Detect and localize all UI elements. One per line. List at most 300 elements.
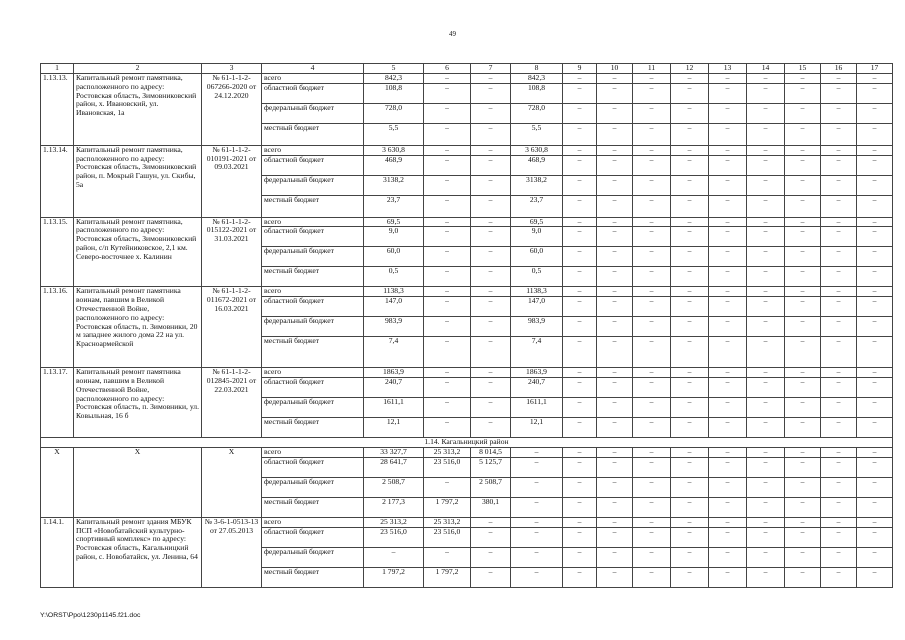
empty-cell: –: [633, 377, 671, 397]
amount-cell: 12,1: [364, 417, 424, 437]
empty-cell: –: [709, 547, 747, 567]
empty-cell: –: [747, 477, 785, 497]
empty-cell: –: [709, 397, 747, 417]
empty-cell: –: [633, 247, 671, 267]
amount-cell: –: [511, 477, 563, 497]
header-cell: 7: [471, 64, 511, 74]
empty-cell: –: [597, 217, 633, 227]
empty-cell: –: [785, 397, 821, 417]
budget-type: областной бюджет: [262, 227, 364, 247]
empty-cell: –: [633, 103, 671, 123]
amount-cell: –: [471, 123, 511, 145]
footer-file-path: Y:\ORST\Ppo\1230p1145.f21.doc: [40, 612, 141, 619]
empty-cell: –: [747, 297, 785, 317]
amount-cell: –: [471, 517, 511, 527]
amount-cell: 1611,1: [364, 397, 424, 417]
header-cell: 2: [74, 64, 202, 74]
header-cell: 6: [424, 64, 471, 74]
empty-cell: –: [671, 517, 709, 527]
empty-cell: –: [747, 517, 785, 527]
empty-cell: –: [671, 74, 709, 84]
empty-cell: –: [821, 217, 857, 227]
empty-cell: –: [709, 497, 747, 517]
amount-cell: 5 125,7: [471, 457, 511, 477]
budget-type: федеральный бюджет: [262, 547, 364, 567]
amount-cell: 2 177,3: [364, 497, 424, 517]
document-ref: № 61-1-1-2-010191-2021 от 09.03.2021: [202, 145, 262, 217]
empty-cell: –: [709, 83, 747, 103]
empty-cell: –: [821, 247, 857, 267]
header-cell: 4: [262, 64, 364, 74]
object-name: Капитальный ремонт памятника, расположенного по адресу: Ростовская область, Зимовниковский район, х. Ивановский, ул. Ивановская, 1а: [74, 74, 202, 146]
empty-cell: –: [597, 297, 633, 317]
empty-cell: –: [563, 145, 597, 155]
document-ref: № 3-6-1-0513-13 от 27.05.2013: [202, 517, 262, 587]
budget-type: федеральный бюджет: [262, 175, 364, 195]
amount-cell: –: [471, 155, 511, 175]
empty-cell: –: [747, 103, 785, 123]
header-cell: 1: [41, 64, 74, 74]
amount-cell: –: [511, 567, 563, 587]
budget-type: всего: [262, 74, 364, 84]
empty-cell: –: [857, 217, 893, 227]
budget-type: федеральный бюджет: [262, 317, 364, 337]
object-name: Х: [74, 447, 202, 517]
empty-cell: –: [709, 123, 747, 145]
empty-cell: –: [785, 477, 821, 497]
amount-cell: 25 313,2: [424, 517, 471, 527]
table-row: [41, 517, 893, 527]
amount-cell: –: [471, 227, 511, 247]
empty-cell: –: [597, 317, 633, 337]
empty-cell: –: [671, 397, 709, 417]
empty-cell: –: [747, 377, 785, 397]
empty-cell: –: [747, 74, 785, 84]
budget-type: всего: [262, 447, 364, 457]
empty-cell: –: [633, 317, 671, 337]
empty-cell: –: [785, 195, 821, 217]
amount-cell: 983,9: [364, 317, 424, 337]
empty-cell: –: [633, 267, 671, 287]
empty-cell: –: [821, 447, 857, 457]
empty-cell: –: [785, 123, 821, 145]
amount-cell: 23 516,0: [424, 457, 471, 477]
amount-cell: 2 508,7: [364, 477, 424, 497]
empty-cell: –: [633, 547, 671, 567]
amount-cell: 468,9: [511, 155, 563, 175]
empty-cell: –: [821, 527, 857, 547]
empty-cell: –: [747, 337, 785, 368]
empty-cell: –: [747, 457, 785, 477]
amount-cell: 69,5: [364, 217, 424, 227]
amount-cell: 25 313,2: [424, 447, 471, 457]
budget-table: [40, 63, 893, 588]
empty-cell: –: [821, 317, 857, 337]
empty-cell: –: [633, 447, 671, 457]
table-row: [41, 145, 893, 155]
empty-cell: –: [671, 417, 709, 437]
empty-cell: –: [563, 123, 597, 145]
amount-cell: 147,0: [511, 297, 563, 317]
empty-cell: –: [747, 497, 785, 517]
amount-cell: –: [471, 247, 511, 267]
empty-cell: –: [709, 247, 747, 267]
empty-cell: –: [785, 527, 821, 547]
amount-cell: –: [511, 447, 563, 457]
empty-cell: –: [857, 517, 893, 527]
amount-cell: 23 516,0: [424, 527, 471, 547]
empty-cell: –: [747, 123, 785, 145]
budget-type: местный бюджет: [262, 267, 364, 287]
empty-cell: –: [597, 567, 633, 587]
amount-cell: –: [471, 368, 511, 378]
amount-cell: 1863,9: [364, 368, 424, 378]
empty-cell: –: [633, 195, 671, 217]
empty-cell: –: [563, 74, 597, 84]
empty-cell: –: [633, 477, 671, 497]
amount-cell: –: [424, 247, 471, 267]
amount-cell: 69,5: [511, 217, 563, 227]
amount-cell: 380,1: [471, 497, 511, 517]
header-cell: 12: [671, 64, 709, 74]
empty-cell: –: [671, 267, 709, 287]
amount-cell: –: [424, 547, 471, 567]
amount-cell: 2 508,7: [471, 477, 511, 497]
empty-cell: –: [671, 377, 709, 397]
empty-cell: –: [785, 368, 821, 378]
empty-cell: –: [563, 317, 597, 337]
amount-cell: 5,5: [511, 123, 563, 145]
empty-cell: –: [563, 217, 597, 227]
empty-cell: –: [597, 227, 633, 247]
header-cell: 9: [563, 64, 597, 74]
budget-type: местный бюджет: [262, 417, 364, 437]
empty-cell: –: [857, 417, 893, 437]
header-cell: 11: [633, 64, 671, 74]
empty-cell: –: [671, 457, 709, 477]
amount-cell: –: [424, 103, 471, 123]
budget-type: федеральный бюджет: [262, 247, 364, 267]
amount-cell: –: [424, 337, 471, 368]
budget-type: всего: [262, 517, 364, 527]
amount-cell: –: [471, 267, 511, 287]
empty-cell: –: [597, 517, 633, 527]
amount-cell: –: [424, 175, 471, 195]
row-number: Х: [41, 447, 74, 517]
amount-cell: 1138,3: [364, 287, 424, 297]
budget-type: областной бюджет: [262, 83, 364, 103]
header-cell: 13: [709, 64, 747, 74]
amount-cell: 12,1: [511, 417, 563, 437]
empty-cell: –: [597, 287, 633, 297]
amount-cell: –: [471, 287, 511, 297]
amount-cell: 23,7: [511, 195, 563, 217]
amount-cell: 1 797,2: [424, 567, 471, 587]
document-ref: Х: [202, 447, 262, 517]
empty-cell: –: [785, 447, 821, 457]
empty-cell: –: [821, 337, 857, 368]
empty-cell: –: [857, 497, 893, 517]
amount-cell: –: [471, 527, 511, 547]
empty-cell: –: [785, 103, 821, 123]
object-name: Капитальный ремонт памятника воинам, павшим в Великой Отечественной Войне, расположенного по адресу: Ростовская область, п. Зимовники, 20 м западнее жилого дома 22 на ул. Красноармейской: [74, 287, 202, 368]
header-cell: 16: [821, 64, 857, 74]
empty-cell: –: [747, 175, 785, 195]
budget-type: местный бюджет: [262, 337, 364, 368]
amount-cell: 728,0: [511, 103, 563, 123]
budget-type: местный бюджет: [262, 567, 364, 587]
row-number: 1.13.17.: [41, 368, 74, 438]
empty-cell: –: [563, 397, 597, 417]
empty-cell: –: [633, 457, 671, 477]
empty-cell: –: [633, 175, 671, 195]
empty-cell: –: [857, 527, 893, 547]
amount-cell: –: [424, 287, 471, 297]
amount-cell: 7,4: [511, 337, 563, 368]
empty-cell: –: [821, 517, 857, 527]
amount-cell: –: [471, 547, 511, 567]
budget-type: всего: [262, 287, 364, 297]
amount-cell: –: [511, 457, 563, 477]
empty-cell: –: [671, 195, 709, 217]
amount-cell: 983,9: [511, 317, 563, 337]
document-ref: № 61-1-1-2-011672-2021 от 16.03.2021: [202, 287, 262, 368]
empty-cell: –: [747, 267, 785, 287]
empty-cell: –: [563, 287, 597, 297]
empty-cell: –: [597, 175, 633, 195]
empty-cell: –: [785, 287, 821, 297]
empty-cell: –: [785, 145, 821, 155]
empty-cell: –: [747, 567, 785, 587]
empty-cell: –: [633, 527, 671, 547]
empty-cell: –: [671, 227, 709, 247]
amount-cell: 108,8: [511, 83, 563, 103]
empty-cell: –: [597, 145, 633, 155]
empty-cell: –: [563, 267, 597, 287]
empty-cell: –: [671, 175, 709, 195]
empty-cell: –: [709, 368, 747, 378]
empty-cell: –: [785, 297, 821, 317]
empty-cell: –: [563, 247, 597, 267]
empty-cell: –: [671, 337, 709, 368]
empty-cell: –: [709, 155, 747, 175]
empty-cell: –: [821, 83, 857, 103]
empty-cell: –: [709, 527, 747, 547]
empty-cell: –: [597, 337, 633, 368]
empty-cell: –: [821, 567, 857, 587]
empty-cell: –: [597, 155, 633, 175]
amount-cell: 0,5: [364, 267, 424, 287]
amount-cell: 8 014,5: [471, 447, 511, 457]
amount-cell: –: [424, 317, 471, 337]
budget-type: местный бюджет: [262, 497, 364, 517]
empty-cell: –: [857, 477, 893, 497]
empty-cell: –: [671, 547, 709, 567]
empty-cell: –: [633, 517, 671, 527]
amount-cell: –: [424, 217, 471, 227]
empty-cell: –: [597, 527, 633, 547]
empty-cell: –: [633, 287, 671, 297]
empty-cell: –: [671, 155, 709, 175]
budget-type: всего: [262, 368, 364, 378]
empty-cell: –: [857, 123, 893, 145]
empty-cell: –: [633, 297, 671, 317]
empty-cell: –: [633, 337, 671, 368]
empty-cell: –: [709, 377, 747, 397]
empty-cell: –: [563, 297, 597, 317]
amount-cell: –: [471, 567, 511, 587]
amount-cell: –: [471, 103, 511, 123]
empty-cell: –: [785, 74, 821, 84]
empty-cell: –: [671, 103, 709, 123]
empty-cell: –: [671, 497, 709, 517]
empty-cell: –: [709, 567, 747, 587]
empty-cell: –: [785, 155, 821, 175]
amount-cell: –: [424, 368, 471, 378]
empty-cell: –: [597, 417, 633, 437]
empty-cell: –: [671, 527, 709, 547]
amount-cell: 9,0: [364, 227, 424, 247]
amount-cell: 9,0: [511, 227, 563, 247]
empty-cell: –: [709, 227, 747, 247]
empty-cell: –: [785, 317, 821, 337]
empty-cell: –: [785, 267, 821, 287]
empty-cell: –: [747, 527, 785, 547]
empty-cell: –: [709, 217, 747, 227]
empty-cell: –: [597, 83, 633, 103]
amount-cell: 842,3: [364, 74, 424, 84]
empty-cell: –: [821, 497, 857, 517]
amount-cell: –: [511, 497, 563, 517]
empty-cell: –: [597, 377, 633, 397]
object-name: Капитальный ремонт здания МБУК ПСП «Новобатайский культурно-спортивный комплекс» по адресу: Ростовская область, Кагальницкий район, с. Новобатайск, ул. Ленина, 64: [74, 517, 202, 587]
amount-cell: –: [424, 227, 471, 247]
empty-cell: –: [785, 175, 821, 195]
amount-cell: –: [471, 217, 511, 227]
empty-cell: –: [709, 417, 747, 437]
empty-cell: –: [857, 567, 893, 587]
amount-cell: 3 630,8: [364, 145, 424, 155]
empty-cell: –: [709, 103, 747, 123]
empty-cell: –: [747, 227, 785, 247]
section-title: 1.14. Кагальницкий район: [41, 437, 893, 447]
amount-cell: –: [364, 547, 424, 567]
amount-cell: 240,7: [364, 377, 424, 397]
amount-cell: 3138,2: [364, 175, 424, 195]
empty-cell: –: [563, 567, 597, 587]
empty-cell: –: [709, 447, 747, 457]
empty-cell: –: [785, 217, 821, 227]
empty-cell: –: [747, 397, 785, 417]
empty-cell: –: [633, 417, 671, 437]
row-number: 1.13.15.: [41, 217, 74, 287]
amount-cell: 23 516,0: [364, 527, 424, 547]
empty-cell: –: [597, 447, 633, 457]
empty-cell: –: [857, 337, 893, 368]
section-title-row: [41, 437, 893, 447]
empty-cell: –: [563, 155, 597, 175]
budget-type: федеральный бюджет: [262, 397, 364, 417]
amount-cell: –: [471, 397, 511, 417]
empty-cell: –: [821, 145, 857, 155]
amount-cell: –: [471, 175, 511, 195]
header-cell: 5: [364, 64, 424, 74]
amount-cell: –: [511, 547, 563, 567]
empty-cell: –: [747, 447, 785, 457]
empty-cell: –: [671, 287, 709, 297]
empty-cell: –: [785, 227, 821, 247]
empty-cell: –: [709, 317, 747, 337]
empty-cell: –: [563, 417, 597, 437]
amount-cell: –: [471, 337, 511, 368]
budget-type: всего: [262, 145, 364, 155]
empty-cell: –: [597, 368, 633, 378]
empty-cell: –: [597, 547, 633, 567]
document-ref: № 61-1-1-2-012845-2021 от 22.03.2021: [202, 368, 262, 438]
empty-cell: –: [709, 175, 747, 195]
row-number: 1.13.13.: [41, 74, 74, 146]
empty-cell: –: [709, 477, 747, 497]
header-cell: 10: [597, 64, 633, 74]
empty-cell: –: [785, 247, 821, 267]
empty-cell: –: [671, 567, 709, 587]
empty-cell: –: [821, 155, 857, 175]
amount-cell: 60,0: [364, 247, 424, 267]
empty-cell: –: [633, 217, 671, 227]
empty-cell: –: [633, 83, 671, 103]
empty-cell: –: [857, 547, 893, 567]
empty-cell: –: [857, 447, 893, 457]
empty-cell: –: [821, 397, 857, 417]
empty-cell: –: [709, 517, 747, 527]
amount-cell: –: [424, 417, 471, 437]
empty-cell: –: [747, 287, 785, 297]
empty-cell: –: [857, 83, 893, 103]
document-ref: № 61-1-1-2-015122-2021 от 31.03.2021: [202, 217, 262, 287]
amount-cell: –: [471, 417, 511, 437]
budget-type: областной бюджет: [262, 155, 364, 175]
empty-cell: –: [747, 155, 785, 175]
amount-cell: –: [424, 155, 471, 175]
amount-cell: –: [424, 83, 471, 103]
empty-cell: –: [671, 317, 709, 337]
empty-cell: –: [563, 175, 597, 195]
header-cell: 3: [202, 64, 262, 74]
empty-cell: –: [857, 397, 893, 417]
empty-cell: –: [709, 267, 747, 287]
budget-type: областной бюджет: [262, 527, 364, 547]
empty-cell: –: [633, 227, 671, 247]
amount-cell: –: [471, 317, 511, 337]
empty-cell: –: [597, 497, 633, 517]
budget-type: федеральный бюджет: [262, 477, 364, 497]
empty-cell: –: [747, 317, 785, 337]
empty-cell: –: [709, 337, 747, 368]
empty-cell: –: [671, 447, 709, 457]
empty-cell: –: [671, 477, 709, 497]
amount-cell: –: [424, 195, 471, 217]
budget-type: федеральный бюджет: [262, 103, 364, 123]
amount-cell: 25 313,2: [364, 517, 424, 527]
amount-cell: 3138,2: [511, 175, 563, 195]
empty-cell: –: [709, 74, 747, 84]
amount-cell: 3 630,8: [511, 145, 563, 155]
empty-cell: –: [821, 457, 857, 477]
budget-type: областной бюджет: [262, 457, 364, 477]
empty-cell: –: [597, 123, 633, 145]
budget-type: областной бюджет: [262, 297, 364, 317]
empty-cell: –: [821, 123, 857, 145]
